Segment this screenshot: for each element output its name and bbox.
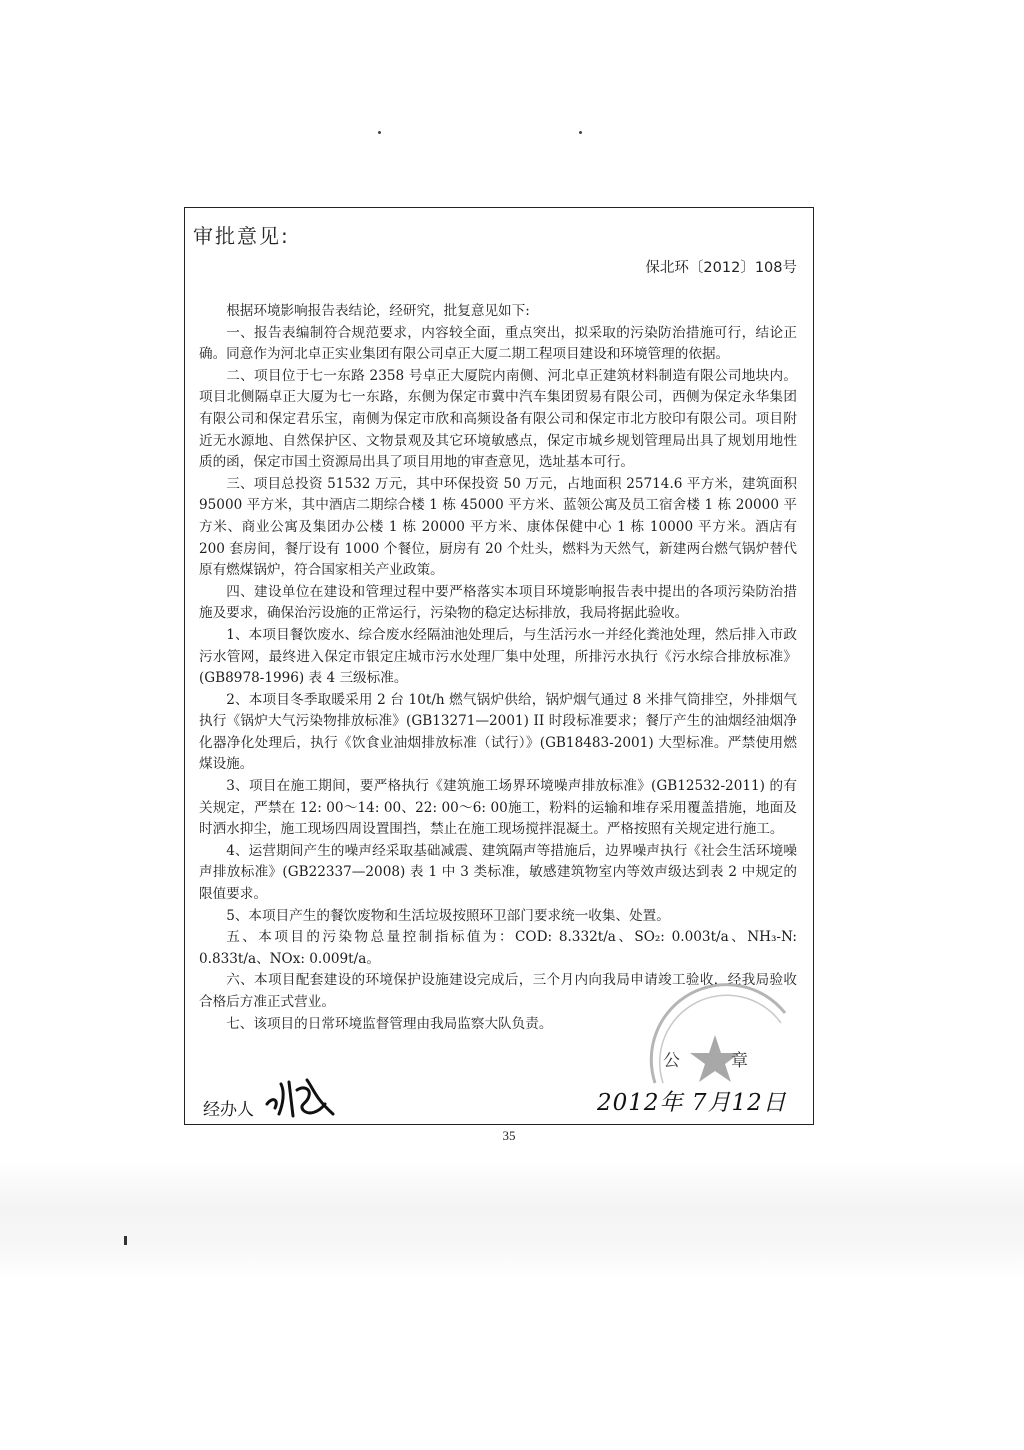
official-seal-icon xyxy=(635,983,795,1093)
paragraph: 3、项目在施工期间，要严格执行《建筑施工场界环境噪声排放标准》(GB12532-2011) 的有关规定，严禁在 12: 00～14: 00、22: 00～6: 00施工，粉料的运输和堆存采用覆盖措施，地面及时洒水抑尘，施工现场四周设置围挡，禁止在施工现场搅拌混凝土。严格按照有关规定进行施工。 xyxy=(199,778,797,838)
paragraph: 一、报告表编制符合规范要求，内容较全面，重点突出，拟采取的污染防治措施可行，结论正确。同意作为河北卓正实业集团有限公司卓正大厦二期工程项目建设和环境管理的依据。 xyxy=(199,324,797,363)
paragraph: 4、运营期间产生的噪声经采取基础减震、建筑隔声等措施后，边界噪声执行《社会生活环境噪声排放标准》(GB22337—2008) 表 1 中 3 类标准，敏感建筑物室内等效声级达到表 2 中规定的限值要求。 xyxy=(199,842,797,903)
scan-mark xyxy=(124,1236,127,1245)
document-number: 保北环〔2012〕108号 xyxy=(645,260,797,276)
paragraph: 七、该项目的日常环境监督管理由我局监察大队负责。 xyxy=(226,1015,553,1032)
paragraph: 四、建设单位在建设和管理过程中要严格落实本项目环境影响报告表中提出的各项污染防治措施及要求，确保治污设施的正常运行，污染物的稳定达标排放，我局将据此验收。 xyxy=(199,583,797,622)
paragraph: 根据环境影响报告表结论，经研究，批复意见如下: xyxy=(226,303,530,319)
scan-shadow xyxy=(0,1160,1024,1280)
paragraph: 5、本项目产生的餐饮废物和生活垃圾按照环卫部门要求统一收集、处置。 xyxy=(226,907,670,924)
paragraph: 三、项目总投资 51532 万元，其中环保投资 50 万元，占地面积 25714.6 平方米，建筑面积 95000 平方米，其中酒店二期综合楼 1 栋 45000 平方米、蓝领公寓及员工宿舍楼 1 栋 20000 平方米、商业公寓及集团办公楼 1 栋 20000 平方米、康体保健中心 1 栋 10000 平方米。酒店有 200 套房间，餐厅设有 1000 个餐位，厨房有 20 个灶头，燃料为天然气，新建两台燃气锅炉替代原有燃煤锅炉，符合国家相关产业政策。 xyxy=(199,475,797,579)
approval-body xyxy=(199,301,797,1035)
scan-speck xyxy=(378,131,381,134)
paragraph: 六、本项目配套建设的环境保护设施建设完成后，三个月内向我局申请竣工验收，经我局验收合格后方准正式营业。 xyxy=(199,972,797,1010)
handler-label: 经办人 xyxy=(203,1100,254,1120)
approval-opinion-box xyxy=(184,207,814,1125)
seal-character: 公 xyxy=(663,1051,680,1071)
seal-character: 章 xyxy=(731,1051,748,1071)
paragraph: 五、本项目的污染物总量控制指标值为：COD: 8.332t/a、SO₂: 0.003t/a、NH₃-N: 0.833t/a、NOx: 0.009t/a。 xyxy=(199,929,797,967)
scan-speck xyxy=(579,131,582,134)
paragraph: 2、本项目冬季取暖采用 2 台 10t/h 燃气锅炉供给，锅炉烟气通过 8 米排气筒排空，外排烟气执行《锅炉大气污染物排放标准》(GB13271—2001) II 时段标准要求；餐厅产生的油烟经油烟净化器净化处理后，执行《饮食业油烟排放标准（试行）》(GB18483-2001) 大型标准。严禁使用燃煤设施。 xyxy=(199,691,797,773)
paragraph: 1、本项目餐饮废水、综合废水经隔油池处理后，与生活污水一并经化粪池处理，然后排入市政污水管网，最终进入保定市银定庄城市污水处理厂集中处理，所排污水执行《污水综合排放标准》(GB8978-1996) 表 4 三级标准。 xyxy=(199,626,797,687)
page-number: 35 xyxy=(502,1128,516,1143)
section-title: 审批意见: xyxy=(193,224,290,248)
handwritten-signature-icon xyxy=(263,1074,343,1120)
paragraph: 二、项目位于七一东路 2358 号卓正大厦院内南侧、河北卓正建筑材料制造有限公司地块内。项目北侧隔卓正大厦为七一东路，东侧为保定市冀中汽车集团贸易有限公司，西侧为保定永华集团有限公司和保定君乐宝，南侧为保定市欣和高频设备有限公司和保定市北方胶印有限公司。项目附近无水源地、自然保护区、文物景观及其它环境敏感点，保定市城乡规划管理局出具了规划用地性质的函，保定市国土资源局出具了项目用地的审查意见，选址基本可行。 xyxy=(199,367,797,471)
signing-date: 2012年 7月12日 xyxy=(597,1090,787,1116)
